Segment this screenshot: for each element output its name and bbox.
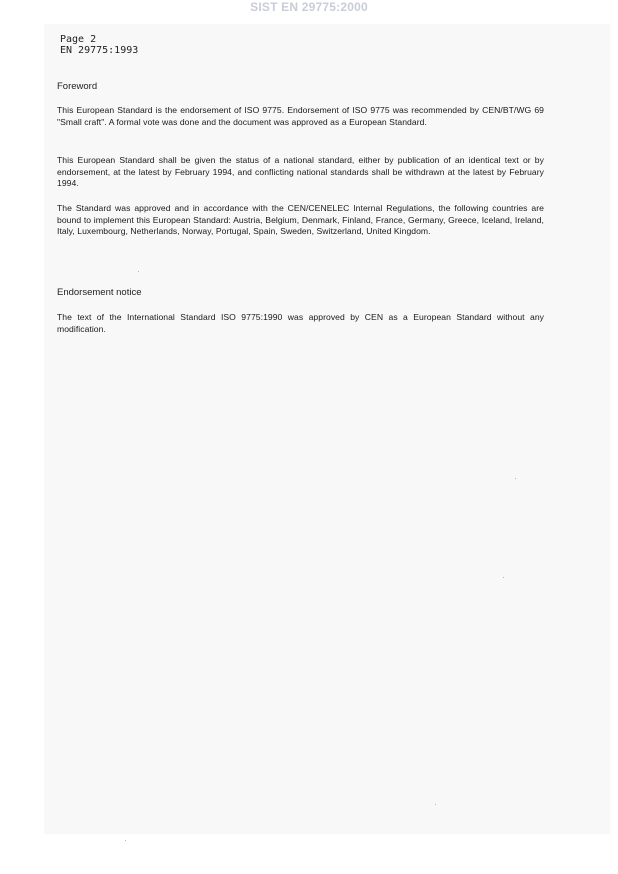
scan-speck (138, 271, 139, 272)
endorsement-notice-paragraph: The text of the International Standard ISO 9775:1990 was approved by CEN as a European Standard without any modification. (57, 312, 544, 334)
document-watermark: SIST EN 29775:2000 (250, 0, 368, 14)
page-header (60, 34, 138, 56)
scanned-page (44, 24, 610, 834)
standard-reference: EN 29775:1993 (60, 45, 139, 56)
foreword-heading: Foreword (57, 81, 98, 92)
page-number: Page 2 (60, 34, 97, 45)
foreword-paragraph-2: This European Standard shall be given the status of a national standard, either by publication of an identical text or by endorsement, at the latest by February 1994, and conflicting national standards shall be withdrawn at the latest by February 1994. (57, 155, 544, 189)
foreword-paragraph-1: This European Standard is the endorsement of ISO 9775. Endorsement of ISO 9775 was recommended by CEN/BT/WG 69 "Small craft". A formal vote was done and the document was approved as a European Standard. (57, 105, 544, 127)
foreword-paragraph-3: The Standard was approved and in accordance with the CEN/CENELEC Internal Regulations, the following countries are bound to implement this European Standard: Austria, Belgium, Denmark, Finland, France, Germany, Greece, Iceland, Ireland, Italy, Luxembourg, Netherlands, Norway, Portugal, Spain, Sweden, Switzerland, United Kingdom. (57, 203, 544, 237)
scan-speck (515, 478, 516, 479)
scan-speck (435, 804, 436, 805)
scan-speck (125, 840, 126, 841)
scan-speck (503, 577, 504, 578)
endorsement-notice-heading: Endorsement notice (57, 287, 142, 298)
